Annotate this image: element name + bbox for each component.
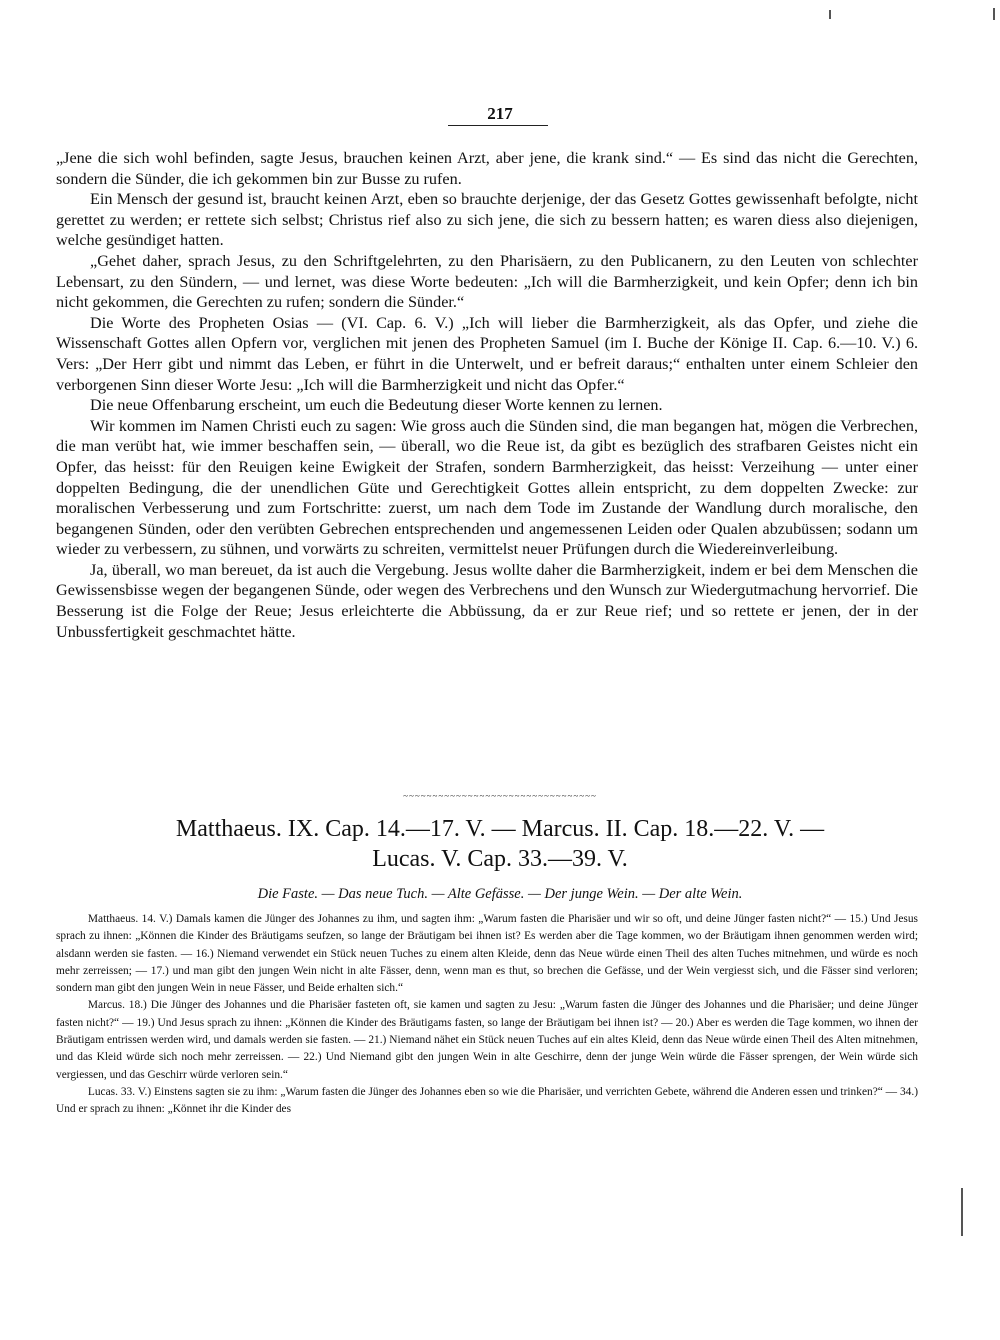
scan-mark [993, 8, 995, 20]
section-subheading: Die Faste. — Das neue Tuch. — Alte Gefässe. — Der junge Wein. — Der alte Wein. [257, 886, 743, 902]
gospel-paragraph-marcus: Marcus. 18.) Die Jünger des Johannes und die Pharisäer fasteten oft, sie kamen und sagten zu Jesu: „Warum fasten die Jünger des Johannes und die Pharisäer; und deine Jünger fasten nicht?“ — 19.) Und Jesus sprach zu ihnen: „Können die Kinder des Bräutigams fasten, so lange der Bräutigam bei ihnen ist? — 20.) Aber es werden die Tage kommen, wo ihnen der Bräutigam entrissen werden wird, und damals werden sie fasten. — 21.) Niemand nähet ein Stück neuen Tuches auf ein altes Kleid, denn das Neue würde einen Theil des Alten mitnehmen, und das Kleid würde sich noch mehr zerreissen. — 22.) Und Niemand gibt den jungen Wein in alte Geschirre, denn der junge Wein würde die Fässer sprengen, der Wein würde sich vergiessen, und das Geschirr würde verloren sein.“ [56, 999, 918, 1081]
gospel-text [56, 911, 918, 1119]
section-heading-continued: Lucas. V. Cap. 33.—39. V. [372, 846, 628, 872]
paragraph: Ein Mensch der gesund ist, braucht keinen Arzt, eben so brauchte derjenige, der das Gesetz Gottes gewissenhaft befolgte, nicht gerettet zu werden; er rettete sich selbst; Christus rief also zu sich jene, die sich zu bessern hatten; es waren diess also diejenigen, welche gesündiget hatten. [56, 190, 918, 250]
page-number: 217 [487, 104, 513, 123]
paragraph: „Jene die sich wohl befinden, sagte Jesus, brauchen keinen Arzt, aber jene, die krank sind.“ — Es sind das nicht die Gerechten, sondern die Sünder, die ich gekommen bin zur Busse zu rufen. [56, 149, 918, 188]
gospel-paragraph-matthaeus: Matthaeus. 14. V.) Damals kamen die Jünger des Johannes zu ihm, und sagten ihm: „Warum fasten die Pharisäer und wir so oft, und deine Jünger fasten nicht?“ — 15.) Und Jesus sprach zu ihnen: „Können die Kinder des Bräutigams seufzen, so lange der Bräutigam bei ihnen ist? Es werden aber die Tage kommen, wo der Bräutigam ihnen genommen werden wird; alsdann werden sie fasten. — 16.) Niemand verwendet ein Stück neuen Tuches zu einem alten Kleide, denn das Neue würde einen Theil des alten Tuches mitnehmen, und würde es noch mehr zerreissen; — 17.) und man gibt den jungen Wein nicht in alte Fässer, denn, wenn man es thut, so brechen die Gefässe, und der Wein vergiesst sich, und die Fässer sind verloren; sondern man gibt den jungen Wein in neue Fässer, und Beide erhalten sich.“ [56, 913, 918, 995]
paragraph: Ja, überall, wo man bereuet, da ist auch die Vergebung. Jesus wollte daher die Barmherzigkeit, indem er bei dem Menschen die Gewissensbisse wegen der begangenen Sünde, oder wegen des Verbrechens und den Wunsch zur Wiedergutmachung hervorrief. Die Besserung ist die Folge der Reue; Jesus erleichterte die Abbüssung, da er zur Reue rief; und so rettete er jenen, der in der Unbussfertigkeit geschmachtet hätte. [56, 560, 918, 641]
scan-mark [961, 1188, 963, 1236]
section-divider-ornament: ~~~~~~~~~~~~~~~~~~~~~~~~~~~~~~~~~ [403, 791, 597, 801]
page-number-rule [448, 125, 548, 126]
paragraph: Die Worte des Propheten Osias — (VI. Cap. 6. V.) „Ich will lieber die Barmherzigkeit, als das Opfer, und ziehe die Wissenschaft Gottes allen Opfern vor, verglichen mit jenen des Propheten Samuel (im I. Buche der Könige II. Cap. 6.—10. V.) 6. Vers: „Der Herr gibt und nimmt das Leben, er führt in die Unterwelt, und er befreit daraus;“ enthalten unter einem Schleier den verborgenen Sinn dieser Worte Jesu: „Ich will die Barmherzigkeit und nicht das Opfer.“ [56, 313, 918, 394]
main-text [56, 148, 918, 642]
paragraph: „Gehet daher, sprach Jesus, zu den Schriftgelehrten, zu den Pharisäern, zu den Publicanern, zu den Leuten von schlechter Lebensart, zu den Sündern, — und lernet, was diese Worte bedeuten: „Ich will die Barmherzigkeit, und kein Opfer; denn ich bin nicht gekommen, die Gerechten zu rufen; sondern die Sünder.“ [56, 251, 918, 312]
scan-mark [829, 10, 831, 19]
paragraph: Die neue Offenbarung erscheint, um euch die Bedeutung dieser Worte kennen zu lernen. [90, 396, 663, 415]
section-heading: Matthaeus. IX. Cap. 14.—17. V. — Marcus. II. Cap. 18.—22. V. — [175, 816, 825, 842]
paragraph: Wir kommen im Namen Christi euch zu sagen: Wie gross auch die Sünden sind, die man begangen hat, mögen die Verbrechen, die man verübt hat, wie immer beschaffen sein, — überall, wo die Reue ist, da gibt es bezüglich des strafbaren Geistes nicht ein Opfer, das heisst: für den Reuigen keine Ewigkeit der Strafen, sondern Barmherzigkeit, das heisst: Verzeihung — unter einer doppelten Bedingung, die der unendlichen Güte und Gerechtigkeit Gottes allein entspricht, zu dem doppelten Zwecke: zur moralischen Verbesserung und zum Fortschritte: zuerst, um nach dem Tode im Zustande der Wandlung durch moralische, den begangenen Sünden, oder den verübten Gebrechen entsprechenden und angemessenen Leiden oder Qualen abzubüssen; sodann um wieder zu verbessern, zu sühnen, und vorwärts zu schreiten, vermittelst neuer Prüfungen durch die Wiedereinverleibung. [56, 416, 918, 559]
gospel-paragraph-lucas: Lucas. 33. V.) Einstens sagten sie zu ihm: „Warum fasten die Jünger des Johannes eben so wie die Pharisäer, und verrichten Gebete, während die Anderen essen und trinken?“ — 34.) Und er sprach zu ihnen: „Könnet ihr die Kinder des [56, 1085, 918, 1116]
